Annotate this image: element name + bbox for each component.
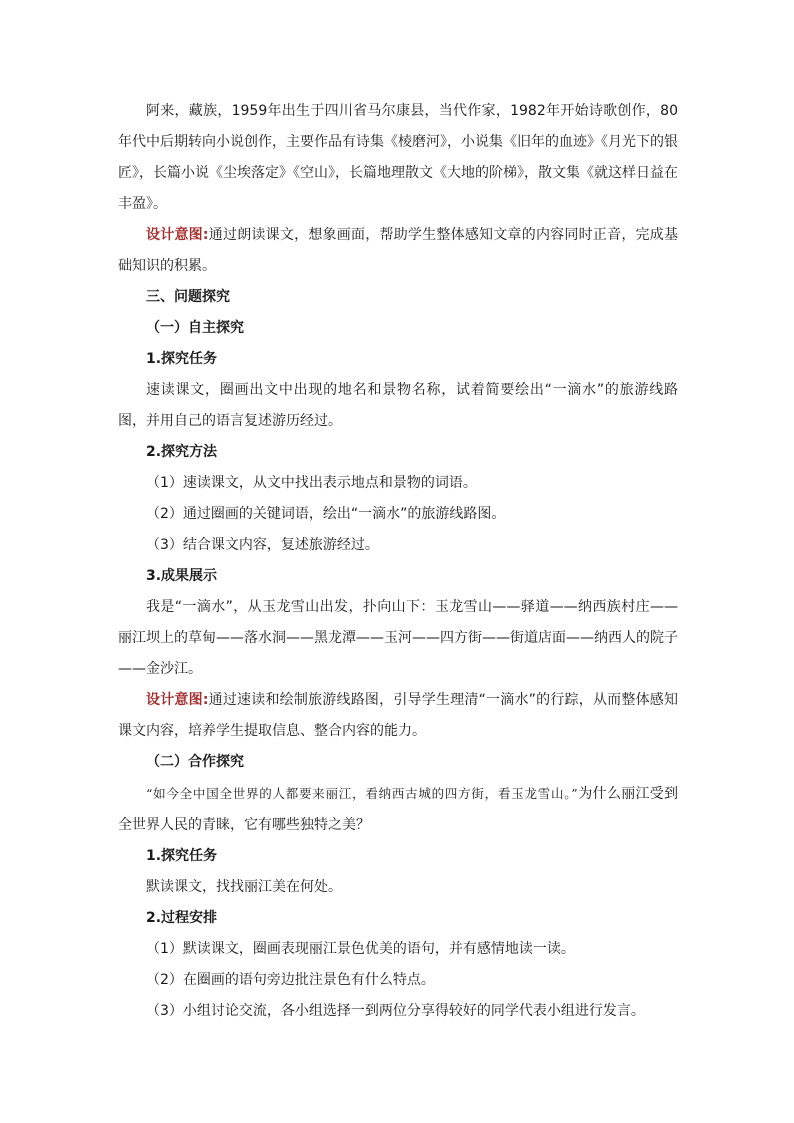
- document-page: [118, 96, 678, 1027]
- process-heading: 2.过程安排: [146, 910, 218, 926]
- process-item: （3）小组讨论交流，各小组选择一到两位分享得较好的同学代表小组进行发言。: [146, 1003, 645, 1019]
- section-heading: 三、问题探究: [146, 289, 230, 305]
- task-paragraph: 默读课文，找找丽江美在何处。: [146, 879, 342, 895]
- method-item: （1）速读课文，从文中找出表示地点和景物的词语。: [146, 475, 477, 491]
- method-item: （3）结合课文内容，复述旅游经过。: [146, 537, 379, 553]
- subsection-heading: （一）自主探究: [146, 320, 244, 336]
- process-item: （2）在圈画的语句旁边批注景色有什么特点。: [146, 972, 435, 988]
- design-intent-paragraph: 设计意图:通过速读和绘制旅游线路图，引导学生理清“一滴水”的行踪，从而整体感知课文内容，培养学生提取信息、整合内容的能力。: [118, 692, 678, 739]
- method-item: （2）通过圈画的关键词语，绘出“一滴水”的旅游线路图。: [146, 506, 506, 522]
- task-heading: 1.探究任务: [146, 848, 218, 864]
- task-paragraph: 速读课文，圈画出文中出现的地名和景物名称，试着简要绘出“一滴水”的旅游线路图，并用自己的语言复述游历经过。: [118, 382, 678, 429]
- process-item: （1）默读课文，圈画表现丽江景色优美的语句，并有感情地读一读。: [146, 941, 575, 957]
- design-intent-label: 设计意图:: [146, 227, 209, 243]
- design-intent-paragraph: 设计意图:通过朗读课文，想象画面，帮助学生整体感知文章的内容同时正音，完成基础知识的积累。: [118, 227, 678, 274]
- result-heading: 3.成果展示: [146, 568, 218, 584]
- subsection-heading: （二）合作探究: [146, 754, 244, 770]
- quote-paragraph: “如今全中国全世界的人都要来丽江，看纳西古城的四方街，看玉龙雪山。”为什么丽江受到全世界人民的青睐，它有哪些独特之美？: [118, 786, 678, 833]
- task-heading: 1.探究任务: [146, 351, 218, 367]
- method-heading: 2.探究方法: [146, 444, 218, 460]
- result-paragraph: 我是“一滴水”，从玉龙雪山出发，扑向山下：玉龙雪山——驿道——纳西族村庄——丽江坝上的草甸——落水洞——黑龙潭——玉河——四方街——街道店面——纳西人的院子——金沙江。: [118, 599, 678, 677]
- author-intro-paragraph: 阿来，藏族，1959年出生于四川省马尔康县，当代作家，1982年开始诗歌创作，80年代中后期转向小说创作，主要作品有诗集《棱磨河》，小说集《旧年的血迹》《月光下的银匠》，长篇小说《尘埃落定》《空山》，长篇地理散文《大地的阶梯》，散文集《就这样日益在丰盈》。: [118, 103, 678, 212]
- quote-text: “如今全中国全世界的人都要来丽江，看纳西古城的四方街，看玉龙雪山。”: [146, 786, 579, 801]
- design-intent-label: 设计意图:: [146, 692, 209, 708]
